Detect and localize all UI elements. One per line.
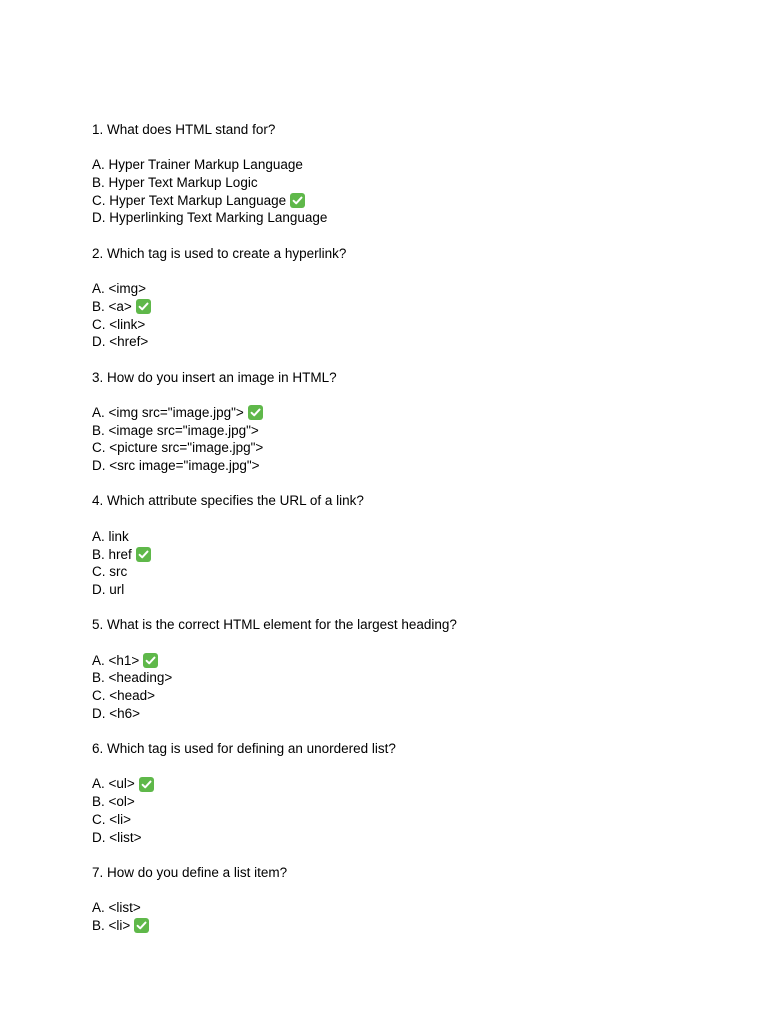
answer-option-text: B. <ol> <box>92 794 135 810</box>
answer-option <box>92 457 732 475</box>
answer-option-text: C. <head> <box>92 688 156 703</box>
answer-option-text: D. <h6> <box>92 705 141 721</box>
question-title: 3. How do you insert an image in HTML? <box>92 369 337 385</box>
answer-option <box>92 775 732 793</box>
check-mark-icon <box>139 777 154 792</box>
answer-option-text: C. <link> <box>92 316 146 332</box>
answer-option-text: C. <li> <box>92 811 132 827</box>
answer-option-text: C. Hyper Text Markup Language <box>92 192 287 208</box>
answer-option <box>92 917 732 935</box>
question-title: 5. What is the correct HTML element for the largest heading? <box>92 617 457 633</box>
answer-option <box>92 546 732 564</box>
answer-option <box>92 829 732 847</box>
answer-option <box>92 192 732 210</box>
question-block <box>92 492 732 616</box>
spacer <box>92 510 732 528</box>
spacer <box>92 882 732 900</box>
question-block <box>92 864 732 935</box>
answer-option-text: A. <h1> <box>92 652 140 668</box>
answer-option <box>92 209 732 227</box>
question-block <box>92 616 732 740</box>
spacer <box>92 351 732 369</box>
answer-option-text: B. Hyper Text Markup Logic <box>92 175 258 191</box>
answer-option <box>92 439 732 457</box>
answer-option-text: D. <href> <box>92 334 149 350</box>
answer-option-text: A. <list> <box>92 900 141 916</box>
answer-option-text: A. link <box>92 528 129 544</box>
answer-option <box>92 528 732 546</box>
answer-option-text: B. <heading> <box>92 670 173 686</box>
answer-option <box>92 811 732 829</box>
quiz-document <box>92 121 732 935</box>
check-mark-icon <box>134 918 149 933</box>
answer-option <box>92 156 732 174</box>
answer-option-text: B. <a> <box>92 298 132 314</box>
spacer <box>92 386 732 404</box>
answer-option <box>92 280 732 298</box>
question-block <box>92 740 732 864</box>
question-block <box>92 369 732 493</box>
answer-option <box>92 899 732 917</box>
answer-option <box>92 298 732 316</box>
answer-option <box>92 669 732 687</box>
answer-option <box>92 705 732 723</box>
check-mark-icon <box>290 193 305 208</box>
answer-option-text: A. <ul> <box>92 776 135 792</box>
answer-option <box>92 563 732 581</box>
check-mark-icon <box>136 547 151 562</box>
check-mark-icon <box>248 405 263 420</box>
answer-option-text: D. <list> <box>92 829 142 845</box>
question-title: 6. Which tag is used for defining an unordered list? <box>92 741 396 757</box>
answer-option-text: A. Hyper Trainer Markup Language <box>92 157 303 173</box>
answer-option <box>92 793 732 811</box>
spacer <box>92 722 732 740</box>
spacer <box>92 227 732 245</box>
answer-option-text: C. <picture src="image.jpg"> <box>92 440 264 456</box>
answer-option <box>92 422 732 440</box>
check-mark-icon <box>143 653 158 668</box>
answer-option <box>92 581 732 599</box>
answer-option-text: A. <img> <box>92 281 147 297</box>
question-block <box>92 245 732 369</box>
question-title: 4. Which attribute specifies the URL of a link? <box>92 493 364 509</box>
answer-option-text: C. src <box>92 564 128 580</box>
answer-option-text: D. url <box>92 581 125 597</box>
answer-option-text: B. <image src="image.jpg"> <box>92 422 259 438</box>
answer-option-text: D. <src image="image.jpg"> <box>92 458 260 474</box>
answer-option <box>92 174 732 192</box>
spacer <box>92 139 732 157</box>
spacer <box>92 634 732 652</box>
answer-option <box>92 404 732 422</box>
spacer <box>92 758 732 776</box>
spacer <box>92 599 732 617</box>
spacer <box>92 475 732 493</box>
answer-option-text: B. href <box>92 546 132 562</box>
question-title: 2. Which tag is used to create a hyperlink? <box>92 245 347 261</box>
spacer <box>92 846 732 864</box>
answer-option <box>92 652 732 670</box>
check-mark-icon <box>136 299 151 314</box>
answer-option-text: A. <img src="image.jpg"> <box>92 405 244 420</box>
answer-option <box>92 687 732 705</box>
answer-option <box>92 333 732 351</box>
answer-option <box>92 316 732 334</box>
answer-option-text: B. <li> <box>92 917 131 933</box>
question-title: 7. How do you define a list item? <box>92 864 288 880</box>
question-title: 1. What does HTML stand for? <box>92 122 276 137</box>
spacer <box>92 263 732 281</box>
question-block <box>92 121 732 245</box>
answer-option-text: D. Hyperlinking Text Marking Language <box>92 210 328 226</box>
